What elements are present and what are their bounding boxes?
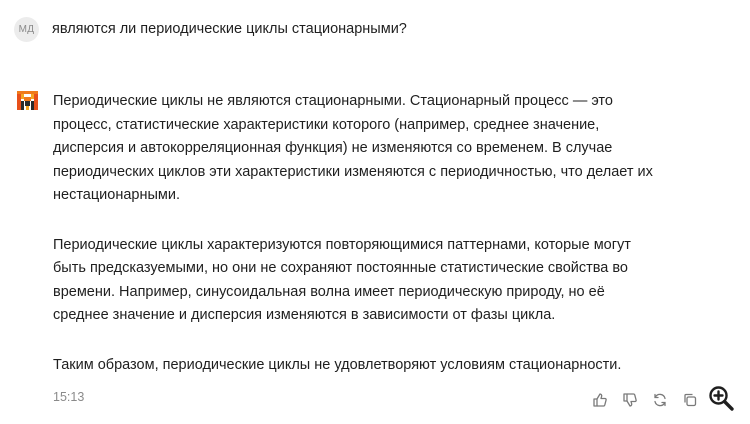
answer-line: Периодические циклы характеризуются повторяющимися паттернами, которые могут	[53, 236, 631, 253]
thumbs-up-icon[interactable]	[589, 389, 611, 411]
message-actions	[581, 388, 735, 412]
answer-line: периодических циклов эти характеристики изменяются с периодичностью, что делает их	[53, 163, 653, 180]
answer-line: процесс, статистические характеристики которого (например, среднее значение,	[53, 116, 600, 133]
answer-line: времени. Например, синусоидальная волна имеет периодическую природу, но её	[53, 283, 605, 300]
user-message	[14, 16, 734, 42]
answer-line: нестационарными.	[53, 187, 180, 203]
answer-paragraph	[53, 354, 713, 378]
answer-line: быть предсказуемыми, но они не сохраняют постоянные статистические свойства во	[53, 260, 629, 276]
message-timestamp: 15:13	[53, 390, 85, 404]
user-message-text: являются ли периодические циклы стационарными?	[52, 21, 407, 37]
assistant-message	[53, 90, 713, 403]
answer-line: среднее значение и дисперсия изменяются в зависимости от фазы цикла.	[53, 307, 556, 323]
zoom-in-icon[interactable]	[707, 384, 735, 412]
answer-paragraph	[53, 90, 713, 208]
regenerate-icon[interactable]	[649, 389, 671, 411]
answer-line: Периодические циклы не являются стационарными. Стационарный процесс — это	[53, 93, 613, 109]
answer-paragraph	[53, 234, 713, 328]
message-footer	[53, 388, 743, 410]
assistant-logo-icon	[17, 91, 38, 110]
answer-line: Таким образом, периодические циклы не удовлетворяют условиям стационарности.	[53, 356, 622, 373]
thumbs-down-icon[interactable]	[619, 389, 641, 411]
user-avatar: МД	[14, 17, 39, 42]
answer-line: дисперсия и автокорреляционная функция) не изменяются со временем. В случае	[53, 140, 613, 156]
copy-icon[interactable]	[679, 389, 701, 411]
